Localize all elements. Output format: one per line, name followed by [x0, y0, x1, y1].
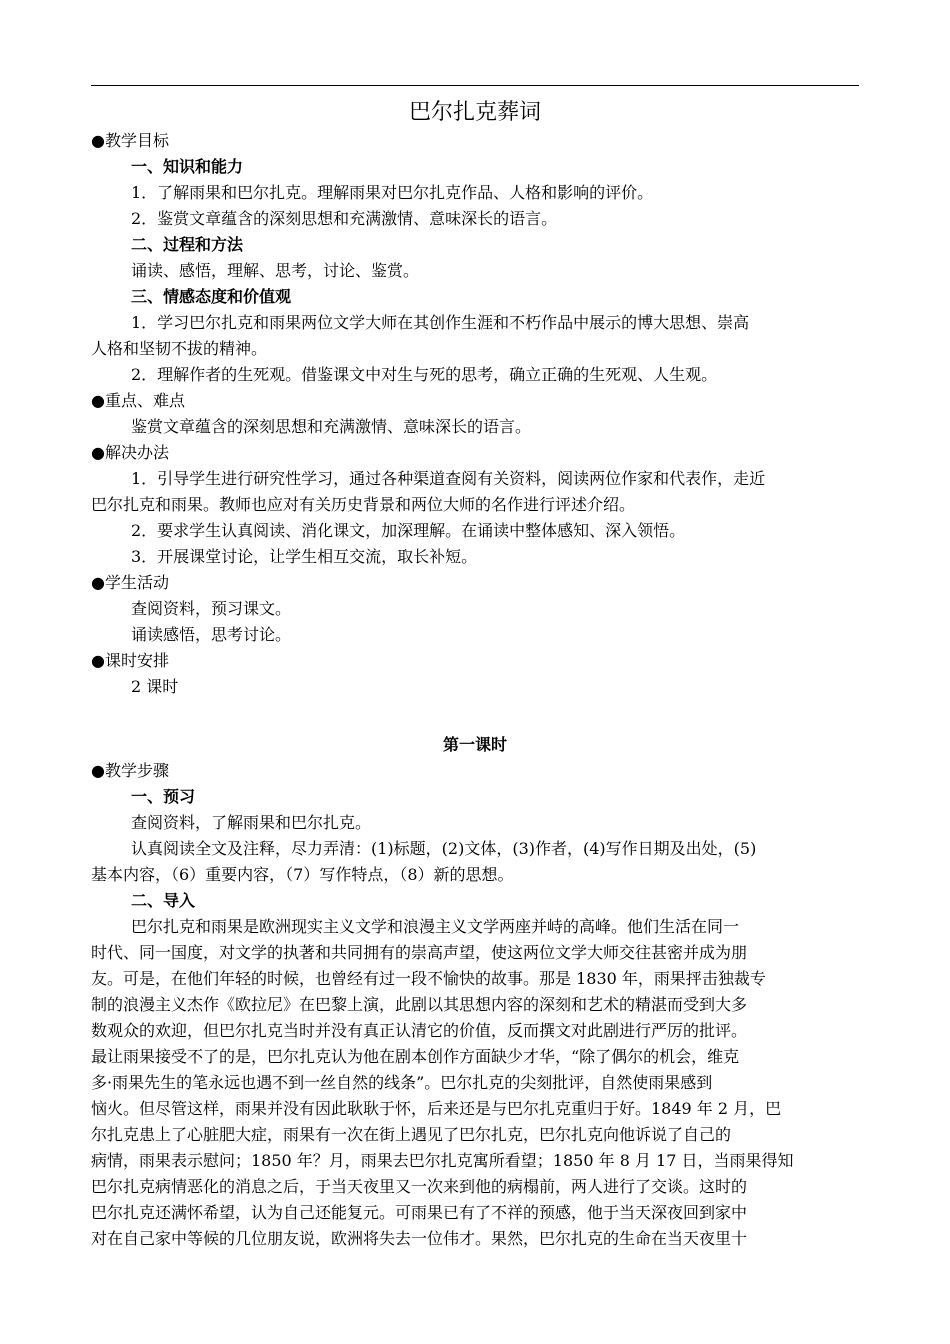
solution-item: 2．要求学生认真阅读、消化课文，加深理解。在诵读中整体感知、深入领悟。: [131, 521, 686, 540]
intro-line: 巴尔扎克病情恶化的消息之后，于当天夜里又一次来到他的病榻前，两人进行了交谈。这时的: [91, 1177, 748, 1196]
intro-line: 尔扎克患上了心脏肥大症，雨果有一次在街上遇见了巴尔扎克，巴尔扎克向他诉说了自己的: [91, 1125, 732, 1144]
section-heading-objectives: ●教学目标: [91, 131, 169, 150]
step-item-continued: 基本内容，（6）重要内容，（7）写作特点，（8）新的思想。: [91, 865, 514, 884]
keypoints-text: 鉴赏文章蕴含的深刻思想和充满激情、意味深长的语言。: [131, 417, 532, 436]
section-heading-steps: ●教学步骤: [91, 761, 169, 780]
schedule-text: 2 课时: [131, 677, 179, 696]
solution-item-continued: 巴尔扎克和雨果。教师也应对有关历史背景和两位大师的名作进行评述介绍。: [91, 495, 636, 514]
subheading-knowledge: 一、知识和能力: [131, 157, 244, 176]
objective-item: 1．了解雨果和巴尔扎克。理解雨果对巴尔扎克作品、人格和影响的评价。: [131, 183, 654, 202]
document-page: [91, 86, 859, 1252]
lesson-title: 第一课时: [442, 735, 507, 754]
section-heading-schedule: ●课时安排: [91, 651, 169, 670]
section-heading-activities: ●学生活动: [91, 573, 169, 592]
section-heading-keypoints: ●重点、难点: [91, 391, 185, 410]
intro-line: 对在自己家中等候的几位朋友说，欧洲将失去一位伟才。果然，巴尔扎克的生命在当天夜里十: [91, 1229, 748, 1248]
solution-item: 1．引导学生进行研究性学习，通过各种渠道查阅有关资料，阅读两位作家和代表作，走近: [131, 469, 766, 488]
subheading-process: 二、过程和方法: [131, 235, 244, 254]
activity-item: 诵读感悟，思考讨论。: [131, 625, 292, 644]
intro-line: 病情，雨果表示慰问；1850 年？月，雨果去巴尔扎克寓所看望；1850 年 8 月 17 日，当雨果得知: [91, 1151, 794, 1170]
intro-line: 数观众的欢迎，但巴尔扎克当时并没有真正认清它的价值，反而撰文对此剧进行严厉的批评。: [91, 1021, 748, 1040]
step-item: 认真阅读全文及注释，尽力弄清：(1)标题，(2)文体，(3)作者，(4)写作日期及出处，(5): [131, 839, 757, 858]
objective-item-continued: 人格和坚韧不拔的精神。: [91, 339, 268, 358]
document-title: 巴尔扎克葬词: [408, 100, 541, 125]
intro-line: 巴尔扎克还满怀希望，认为自己还能复元。可雨果已有了不祥的预感，他于当天深夜回到家中: [91, 1203, 748, 1222]
intro-line: 巴尔扎克和雨果是欧洲现实主义文学和浪漫主义文学两座并峙的高峰。他们生活在同一: [131, 917, 740, 936]
section-heading-solutions: ●解决办法: [91, 443, 169, 462]
objective-item: 2．理解作者的生死观。借鉴课文中对生与死的思考，确立正确的生死观、人生观。: [131, 365, 718, 384]
subheading-preview: 一、预习: [131, 787, 196, 806]
objective-item: 诵读、感悟，理解、思考，讨论、鉴赏。: [131, 261, 420, 280]
subheading-intro: 二、导入: [131, 891, 196, 910]
activity-item: 查阅资料，预习课文。: [131, 599, 292, 618]
intro-line: 最让雨果接受不了的是，巴尔扎克认为他在剧本创作方面缺少才华，“除了偶尔的机会，维克: [91, 1047, 740, 1066]
intro-line: 制的浪漫主义杰作《欧拉尼》在巴黎上演，此剧以其思想内容的深刻和艺术的精湛而受到大多: [91, 995, 748, 1014]
intro-line: 友。可是，在他们年轻的时候，也曾经有过一段不愉快的故事。那是 1830 年，雨果抨击独裁专: [91, 969, 766, 988]
objective-item: 2．鉴赏文章蕴含的深刻思想和充满激情、意味深长的语言。: [131, 209, 558, 228]
intro-line: 多·雨果先生的笔永远也遇不到一丝自然的线条”。巴尔扎克的尖刻批评，自然使雨果感到: [91, 1073, 713, 1092]
intro-line: 时代、同一国度，对文学的执著和共同拥有的崇高声望，使这两位文学大师交往甚密并成为朋: [91, 943, 748, 962]
intro-line: 恼火。但尽管这样，雨果并没有因此耿耿于怀，后来还是与巴尔扎克重归于好。1849 年 2 月，巴: [91, 1099, 782, 1118]
subheading-values: 三、情感态度和价值观: [131, 287, 292, 306]
step-item: 查阅资料，了解雨果和巴尔扎克。: [131, 813, 372, 832]
objective-item: 1．学习巴尔扎克和雨果两位文学大师在其创作生涯和不朽作品中展示的博大思想、崇高: [131, 313, 750, 332]
solution-item: 3．开展课堂讨论，让学生相互交流，取长补短。: [131, 547, 478, 566]
